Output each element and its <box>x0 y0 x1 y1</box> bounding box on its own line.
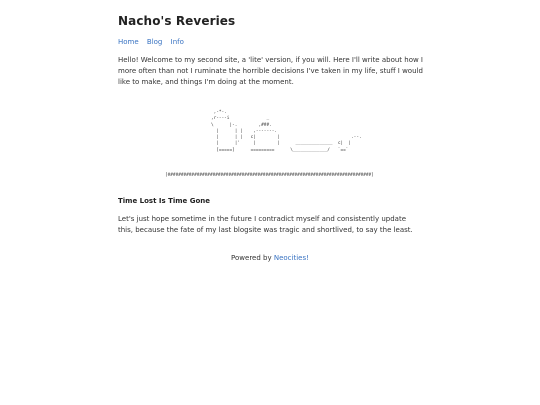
footer <box>0 254 540 262</box>
neocities-link[interactable]: Neocities! <box>273 254 309 262</box>
nav-home-link[interactable]: Home <box>118 38 139 46</box>
nav-blog-link[interactable]: Blog <box>146 38 163 46</box>
ascii-art-desk: ,-*-. ,r----i _ \ |-. ,###. | | | ,-------. | | | c| | .--. | |' | | ______________ c| | [=====] ========= \_____________/ `==` <box>210 110 362 153</box>
site-title: Nacho's Reveries <box>118 14 236 28</box>
nav-info-link[interactable]: Info <box>170 38 184 46</box>
intro-paragraph: Hello! Welcome to my second site, a 'lite' version, if you will. Here I'll write about how I more often than not I ruminate the horrible decisions I've taken in my life, stuff I would like to make, and things I'm doing at the moment. <box>118 56 423 86</box>
post-title: Time Lost Is Time Gone <box>118 197 211 205</box>
ascii-art-floor: [#############################################################################] <box>165 173 374 178</box>
footer-prefix: Powered by <box>231 254 272 262</box>
post-body: Let's just hope sometime in the future I contradict myself and consistently update this, because the fate of my last blogsite was tragic and shortlived, to say the least. <box>118 215 413 234</box>
main-nav <box>118 38 190 46</box>
